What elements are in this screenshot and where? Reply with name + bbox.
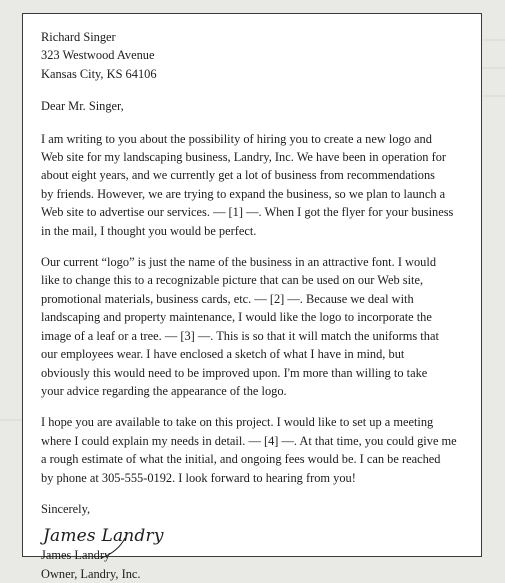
paragraph-line: your advice regarding the appearance of the logo.	[41, 383, 287, 398]
signature-flourish	[95, 536, 135, 560]
paragraph-line: I am writing to you about the possibility of hiring you to create a new logo and	[41, 131, 432, 146]
paragraph-line: about eight years, and we currently get a lot of business from recommendations	[41, 168, 435, 183]
recipient-line: Richard Singer	[41, 30, 116, 44]
paragraph-2	[41, 253, 463, 400]
paragraph-line: in the mail, I thought you would be perfect.	[41, 223, 257, 238]
paragraph-line: promotional materials, business cards, etc. — [2] —. Because we deal with	[41, 291, 414, 306]
handwritten-signature	[43, 526, 463, 546]
letter	[22, 13, 482, 581]
paragraph-1	[41, 130, 463, 240]
recipient-line: 323 Westwood Avenue	[41, 48, 155, 63]
paragraph-line: by friends. However, we are trying to expand the business, so we plan to launch a	[41, 186, 446, 201]
sender-title: Owner, Landry, Inc.	[41, 566, 141, 581]
paragraph-line: landscaping and property maintenance, I would like the logo to incorporate the	[41, 310, 432, 325]
paragraph-line: by phone at 305-555-0192. I look forward to hearing from you!	[41, 470, 356, 485]
paragraph-line: obviously this would need to be improved upon. I'm more than willing to take	[41, 365, 428, 380]
closing: Sincerely,	[41, 501, 91, 516]
sender-name: James Landry	[41, 548, 111, 563]
paragraph-line: I hope you are available to take on this project. I would like to set up a meeting	[41, 415, 434, 430]
paragraph-line: Web site to advertise our services. — [1] —. When I got the flyer for your business	[41, 205, 454, 220]
recipient-address	[41, 28, 463, 83]
paragraph-line: Our current “logo” is just the name of the business in an attractive font. I would	[41, 255, 437, 270]
salutation: Dear Mr. Singer,	[41, 99, 124, 114]
signature-text: James Landry	[43, 526, 164, 547]
recipient-line: Kansas City, KS 64106	[41, 66, 157, 81]
paragraph-line: image of a leaf or a tree. — [3] —. This is so that it will match the uniforms that	[41, 328, 439, 343]
paragraph-line: our employees wear. I have enclosed a sketch of what I have in mind, but	[41, 347, 405, 362]
paragraph-line: a rough estimate of what the initial, and ongoing fees would be. I can be reached	[41, 452, 441, 467]
paragraph-line: where I could explain my needs in detail. — [4] —. At that time, you could give me	[41, 433, 457, 448]
paragraph-3	[41, 413, 463, 487]
paragraph-line: Web site for my landscaping business, Landry, Inc. We have been in operation for	[41, 150, 447, 165]
paragraph-line: like to change this to a recognizable picture that can be used on our Web site,	[41, 273, 424, 288]
